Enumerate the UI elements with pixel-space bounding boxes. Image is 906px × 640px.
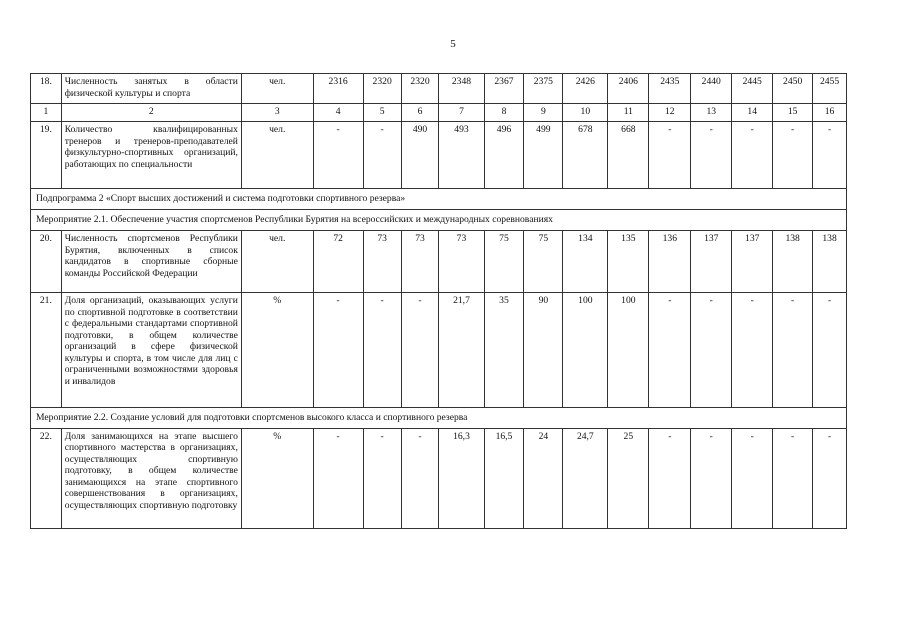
value-cell: 72 <box>313 231 363 293</box>
value-cell: 35 <box>484 293 524 408</box>
value-cell: 2367 <box>484 74 524 104</box>
value-cell: 75 <box>484 231 524 293</box>
column-index: 1 <box>31 104 62 122</box>
value-cell: 138 <box>813 231 847 293</box>
column-index: 3 <box>241 104 313 122</box>
value-cell: 2435 <box>649 74 691 104</box>
value-cell: 2406 <box>608 74 649 104</box>
value-cell: 100 <box>563 293 608 408</box>
value-cell: 678 <box>563 122 608 189</box>
value-cell: - <box>773 293 813 408</box>
row-number: 22. <box>31 428 62 528</box>
indicator-name: Доля занимающихся на этапе высшего спортивного мастерства в организациях, осуществляющих спортивную подготовку, в общем количестве занимающихся на этапе спортивного совершенствования в организациях, осуществляющих спортивную подготовку <box>61 428 241 528</box>
column-index-row <box>31 104 847 122</box>
column-index: 9 <box>524 104 563 122</box>
unit-cell: чел. <box>241 74 313 104</box>
value-cell: 490 <box>401 122 439 189</box>
value-cell: - <box>313 122 363 189</box>
value-cell: 75 <box>524 231 563 293</box>
value-cell: 134 <box>563 231 608 293</box>
row-number: 18. <box>31 74 62 104</box>
column-index: 6 <box>401 104 439 122</box>
value-cell: 100 <box>608 293 649 408</box>
value-cell: 2316 <box>313 74 363 104</box>
unit-cell: чел. <box>241 231 313 293</box>
value-cell: 668 <box>608 122 649 189</box>
table-row <box>31 122 847 189</box>
unit-cell: % <box>241 293 313 408</box>
value-cell: - <box>773 428 813 528</box>
value-cell: 2375 <box>524 74 563 104</box>
row-number: 21. <box>31 293 62 408</box>
measure-heading: Мероприятие 2.1. Обеспечение участия спортсменов Республики Бурятия на всероссийских и международных соревнованиях <box>31 210 847 231</box>
indicator-name: Численность занятых в области физической культуры и спорта <box>61 74 241 104</box>
column-index: 14 <box>732 104 773 122</box>
value-cell: - <box>732 122 773 189</box>
value-cell: 135 <box>608 231 649 293</box>
unit-cell: % <box>241 428 313 528</box>
value-cell: 493 <box>439 122 484 189</box>
column-index: 5 <box>363 104 401 122</box>
value-cell: 2320 <box>401 74 439 104</box>
value-cell: - <box>649 428 691 528</box>
value-cell: - <box>813 293 847 408</box>
value-cell: - <box>732 428 773 528</box>
value-cell: - <box>363 293 401 408</box>
value-cell: 2426 <box>563 74 608 104</box>
column-index: 15 <box>773 104 813 122</box>
column-index: 11 <box>608 104 649 122</box>
value-cell: - <box>691 293 732 408</box>
measure-heading: Мероприятие 2.2. Создание условий для подготовки спортсменов высокого класса и спортивного резерва <box>31 408 847 429</box>
section-row <box>31 210 847 231</box>
value-cell: - <box>401 293 439 408</box>
column-index: 2 <box>61 104 241 122</box>
column-index: 16 <box>813 104 847 122</box>
column-index: 7 <box>439 104 484 122</box>
value-cell: - <box>813 122 847 189</box>
value-cell: - <box>649 122 691 189</box>
value-cell: 21,7 <box>439 293 484 408</box>
value-cell: 2320 <box>363 74 401 104</box>
column-index: 13 <box>691 104 732 122</box>
table-row <box>31 74 847 104</box>
section-row <box>31 408 847 429</box>
value-cell: - <box>313 428 363 528</box>
value-cell: 24,7 <box>563 428 608 528</box>
value-cell: - <box>691 122 732 189</box>
unit-cell: чел. <box>241 122 313 189</box>
value-cell: 137 <box>732 231 773 293</box>
value-cell: 73 <box>439 231 484 293</box>
value-cell: 25 <box>608 428 649 528</box>
column-index: 4 <box>313 104 363 122</box>
value-cell: 90 <box>524 293 563 408</box>
indicator-name: Доля организаций, оказывающих услуги по спортивной подготовке в соответствии с федеральными стандартами спортивной подготовки, в общем количестве организаций в сфере физической культуры и спорта, в том числе для лиц с ограниченными возможностями здоровья и инвалидов <box>61 293 241 408</box>
value-cell: - <box>401 428 439 528</box>
table-row <box>31 428 847 528</box>
section-row <box>31 189 847 210</box>
value-cell: 2455 <box>813 74 847 104</box>
subprogram-heading: Подпрограмма 2 «Спорт высших достижений и система подготовки спортивного резерва» <box>31 189 847 210</box>
table-row <box>31 231 847 293</box>
value-cell: 138 <box>773 231 813 293</box>
value-cell: 73 <box>363 231 401 293</box>
value-cell: 136 <box>649 231 691 293</box>
page-number: 5 <box>450 38 456 50</box>
value-cell: 2445 <box>732 74 773 104</box>
value-cell: - <box>363 122 401 189</box>
value-cell: - <box>813 428 847 528</box>
column-index: 8 <box>484 104 524 122</box>
value-cell: - <box>732 293 773 408</box>
value-cell: - <box>649 293 691 408</box>
value-cell: 73 <box>401 231 439 293</box>
value-cell: - <box>691 428 732 528</box>
value-cell: 496 <box>484 122 524 189</box>
value-cell: 2348 <box>439 74 484 104</box>
table-row <box>31 293 847 408</box>
row-number: 20. <box>31 231 62 293</box>
indicator-name: Численность спортсменов Республики Бурятия, включенных в список кандидатов в спортивные сборные команды Российской Федерации <box>61 231 241 293</box>
value-cell: 137 <box>691 231 732 293</box>
value-cell: 2440 <box>691 74 732 104</box>
column-index: 10 <box>563 104 608 122</box>
value-cell: - <box>363 428 401 528</box>
value-cell: 16,5 <box>484 428 524 528</box>
value-cell: - <box>773 122 813 189</box>
value-cell: 24 <box>524 428 563 528</box>
row-number: 19. <box>31 122 62 189</box>
value-cell: 2450 <box>773 74 813 104</box>
value-cell: 16,3 <box>439 428 484 528</box>
value-cell: 499 <box>524 122 563 189</box>
indicator-name: Количество квалифицированных тренеров и тренеров-преподавателей физкультурно-спортивных организаций, работающих по специальности <box>61 122 241 189</box>
column-index: 12 <box>649 104 691 122</box>
indicators-table <box>30 73 847 529</box>
value-cell: - <box>313 293 363 408</box>
